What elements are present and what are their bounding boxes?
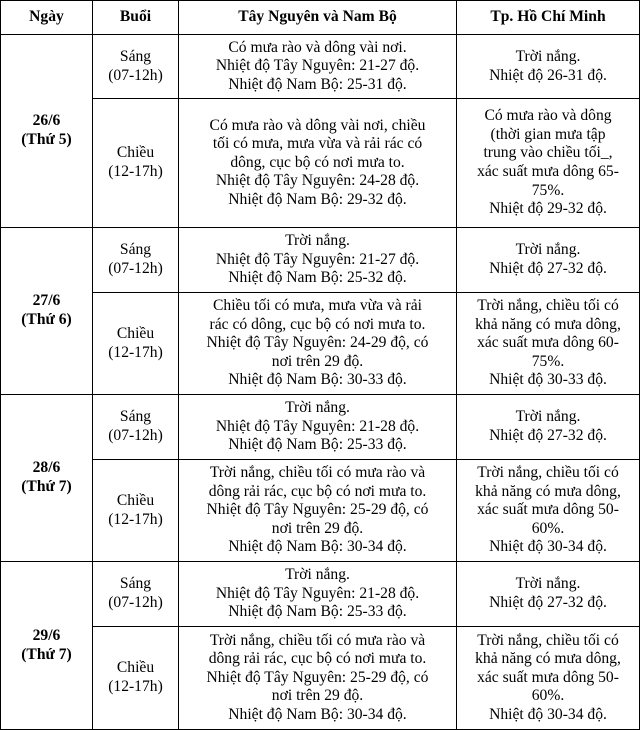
region-forecast-cell-line: Nhiệt độ Nam Bộ: 25-33 độ. xyxy=(228,603,407,621)
region-forecast-cell-line: Nhiệt độ Nam Bộ: 30-34 độ. xyxy=(228,705,407,723)
day-cell xyxy=(1,395,93,562)
city-forecast-cell xyxy=(457,395,640,460)
table-row xyxy=(1,627,640,730)
city-forecast-cell xyxy=(457,460,640,562)
city-forecast-cell-line: 75%. xyxy=(531,352,565,370)
session-hours: (07-12h) xyxy=(108,594,163,611)
day-cell xyxy=(1,228,93,395)
header-session: Buổi xyxy=(93,1,179,35)
city-forecast-cell-line: Nhiệt độ 27-32 độ. xyxy=(489,260,607,277)
city-forecast-cell-line: Trời nắng, chiều tối có xyxy=(477,464,619,482)
session-cell xyxy=(93,627,179,730)
city-forecast-cell-line: (thời gian mưa tập xyxy=(490,125,606,143)
city-forecast-cell-line: Nhiệt độ 27-32 độ. xyxy=(489,427,607,444)
city-forecast-cell xyxy=(457,99,640,228)
header-city: Tp. Hồ Chí Minh xyxy=(457,1,640,35)
region-forecast-cell xyxy=(179,99,457,228)
table-row xyxy=(1,99,640,228)
session-cell xyxy=(93,562,179,627)
region-forecast-cell-line: Nhiệt độ Tây Nguyên: 24-28 độ. xyxy=(215,172,420,190)
region-forecast-cell-line: Nhiệt độ Tây Nguyên: 21-27 độ. xyxy=(215,250,420,268)
session-name: Chiều xyxy=(116,144,155,162)
city-forecast-cell-line: Nhiệt độ 26-31 độ. xyxy=(489,66,607,84)
session-hours: (12-17h) xyxy=(108,510,163,528)
table-row xyxy=(1,293,640,395)
region-forecast-cell-line: nơi trên 29 độ. xyxy=(271,687,364,705)
city-forecast-cell-line: Nhiệt độ 30-34 độ. xyxy=(489,705,607,723)
session-hours: (12-17h) xyxy=(108,163,163,180)
session-hours: (07-12h) xyxy=(108,427,163,444)
region-forecast-cell-line: Chiều tối có mưa, mưa vừa và rải xyxy=(213,297,422,315)
session-cell xyxy=(93,228,179,293)
region-forecast-cell-line: dông, cục bộ có nơi mưa to. xyxy=(230,153,405,171)
city-forecast-cell-line: Trời nắng, chiều tối có xyxy=(477,297,619,315)
region-forecast-cell-line: Nhiệt độ Tây Nguyên: 21-28 độ. xyxy=(215,417,420,435)
city-forecast-cell-line: khả năng có mưa dông, xyxy=(475,315,621,333)
region-forecast-cell-line: nơi trên 29 độ. xyxy=(271,352,364,370)
region-forecast-cell-line: Nhiệt độ Nam Bộ: 25-32 độ. xyxy=(228,269,407,287)
city-forecast-cell-line: xác suất mưa dông 65- xyxy=(477,163,619,180)
day-date: 27/6 xyxy=(32,292,61,310)
region-forecast-cell-line: nơi trên 29 độ. xyxy=(271,519,364,537)
city-forecast-cell-line: Trời nắng. xyxy=(515,575,581,593)
day-cell xyxy=(1,562,93,730)
session-name: Chiều xyxy=(116,324,155,342)
city-forecast-cell xyxy=(457,228,640,293)
city-forecast-cell-line: khả năng có mưa dông, xyxy=(475,650,621,668)
day-weekday: (Thứ 5) xyxy=(21,131,72,148)
region-forecast-cell-line: Nhiệt độ Tây Nguyên: 21-27 độ. xyxy=(215,57,420,75)
header-region: Tây Nguyên và Nam Bộ xyxy=(179,1,457,35)
region-forecast-cell xyxy=(179,627,457,730)
session-cell xyxy=(93,395,179,460)
session-cell xyxy=(93,35,179,99)
day-weekday: (Thứ 6) xyxy=(21,311,72,328)
region-forecast-cell xyxy=(179,228,457,293)
region-forecast-cell-line: Nhiệt độ Nam Bộ: 30-33 độ. xyxy=(228,371,407,389)
region-forecast-cell-line: Nhiệt độ Nam Bộ: 25-31 độ. xyxy=(228,75,407,93)
region-forecast-cell xyxy=(179,293,457,395)
region-forecast-cell-line: Nhiệt độ Nam Bộ: 25-33 độ. xyxy=(228,436,407,454)
session-name: Sáng xyxy=(119,47,152,65)
city-forecast-cell-line: xác suất mưa dông 60- xyxy=(477,334,619,352)
session-cell xyxy=(93,99,179,228)
session-hours: (12-17h) xyxy=(108,678,163,695)
city-forecast-cell-line: Trời nắng. xyxy=(515,47,581,65)
session-cell xyxy=(93,460,179,562)
day-weekday: (Thứ 7) xyxy=(21,478,72,495)
table-row xyxy=(1,460,640,562)
day-weekday: (Thứ 7) xyxy=(21,645,72,663)
day-date: 26/6 xyxy=(32,112,61,130)
day-date: 28/6 xyxy=(32,459,61,477)
header-day: Ngày xyxy=(1,1,93,35)
region-forecast-cell-line: tối có mưa, mưa vừa và rải rác có xyxy=(212,135,423,153)
region-forecast-cell xyxy=(179,35,457,99)
region-forecast-cell xyxy=(179,562,457,627)
region-forecast-cell-line: Trời nắng. xyxy=(285,232,350,250)
city-forecast-cell-line: Trời nắng. xyxy=(515,408,581,426)
city-forecast-cell-line: trung vào chiều tối_, xyxy=(483,144,613,162)
table-row xyxy=(1,228,640,293)
region-forecast-cell-line: dông rải rác, cục bộ có nơi mưa to. xyxy=(208,482,427,500)
city-forecast-cell-line: Nhiệt độ 30-33 độ. xyxy=(489,371,607,389)
session-name: Chiều xyxy=(116,659,155,677)
region-forecast-cell-line: Nhiệt độ Tây Nguyên: 25-29 độ, có xyxy=(206,501,429,519)
region-forecast-cell-line: Trời nắng, chiều tối có mưa rào và xyxy=(209,464,426,482)
city-forecast-cell-line: Có mưa rào và dông xyxy=(484,107,612,125)
session-name: Chiều xyxy=(116,491,155,509)
table-row xyxy=(1,395,640,460)
region-forecast-cell-line: Nhiệt độ Nam Bộ: 29-32 độ. xyxy=(228,190,407,208)
city-forecast-cell-line: 60%. xyxy=(531,519,565,537)
city-forecast-cell-line: xác suất mưa dông 50- xyxy=(477,501,619,519)
table-row xyxy=(1,35,640,99)
session-hours: (07-12h) xyxy=(108,260,163,277)
region-forecast-cell-line: Có mưa rào và dông vài nơi. xyxy=(228,38,407,56)
city-forecast-cell-line: xác suất mưa dông 50- xyxy=(477,668,619,686)
header-row xyxy=(1,1,640,35)
region-forecast-cell-line: Trời nắng. xyxy=(285,566,350,584)
region-forecast-cell-line: dông rải rác, cục bộ có nơi mưa to. xyxy=(208,650,427,668)
region-forecast-cell-line: Nhiệt độ Nam Bộ: 30-34 độ. xyxy=(228,538,407,556)
region-forecast-cell-line: rác có dông, cục bộ có nơi mưa to. xyxy=(209,315,426,333)
city-forecast-cell-line: 60%. xyxy=(531,687,565,705)
table-row xyxy=(1,562,640,627)
region-forecast-cell xyxy=(179,460,457,562)
region-forecast-cell-line: Nhiệt độ Tây Nguyên: 24-29 độ, có xyxy=(206,334,429,352)
region-forecast-cell-line: Trời nắng. xyxy=(285,399,350,417)
region-forecast-cell xyxy=(179,395,457,460)
region-forecast-cell-line: Nhiệt độ Tây Nguyên: 21-28 độ. xyxy=(215,584,420,602)
city-forecast-cell-line: 75%. xyxy=(531,181,565,199)
region-forecast-cell-line: Trời nắng, chiều tối có mưa rào và xyxy=(209,631,426,649)
session-hours: (07-12h) xyxy=(108,66,163,84)
session-name: Sáng xyxy=(119,575,152,593)
city-forecast-cell xyxy=(457,562,640,627)
session-cell xyxy=(93,293,179,395)
session-hours: (12-17h) xyxy=(108,343,163,361)
session-name: Sáng xyxy=(119,408,152,426)
city-forecast-cell-line: Nhiệt độ 27-32 độ. xyxy=(489,594,607,611)
day-cell xyxy=(1,35,93,228)
city-forecast-cell xyxy=(457,627,640,730)
city-forecast-cell-line: Trời nắng, chiều tối có xyxy=(477,631,619,649)
day-date: 29/6 xyxy=(32,626,61,644)
session-name: Sáng xyxy=(119,241,152,259)
region-forecast-cell-line: Có mưa rào và dông vài nơi, chiều xyxy=(209,116,426,134)
city-forecast-cell-line: Trời nắng. xyxy=(515,241,581,259)
city-forecast-cell xyxy=(457,293,640,395)
region-forecast-cell-line: Nhiệt độ Tây Nguyên: 25-29 độ, có xyxy=(206,668,429,686)
city-forecast-cell-line: Nhiệt độ 29-32 độ. xyxy=(489,200,607,218)
city-forecast-cell xyxy=(457,35,640,99)
city-forecast-cell-line: Nhiệt độ 30-34 độ. xyxy=(489,538,607,556)
city-forecast-cell-line: khả năng có mưa dông, xyxy=(475,482,621,500)
